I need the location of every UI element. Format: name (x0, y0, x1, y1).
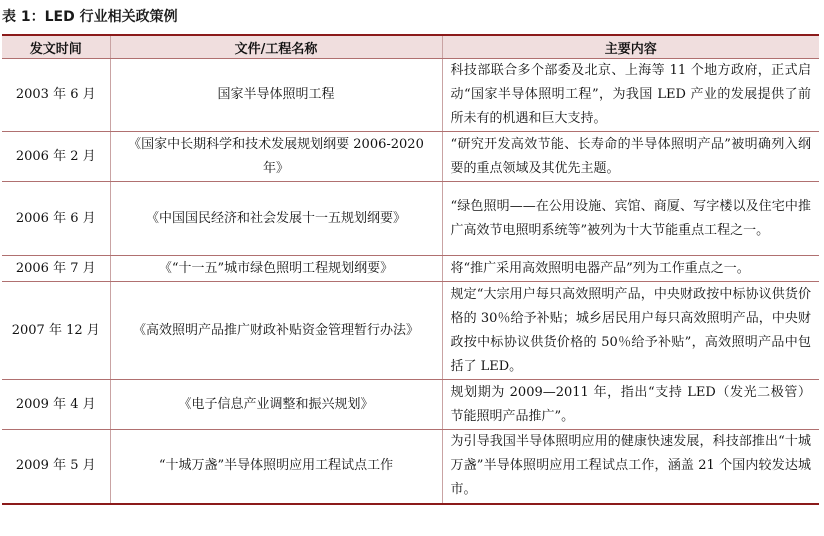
cell-document: 《中国国民经济和社会发展十一五规划纲要》 (110, 182, 442, 256)
cell-document: “十城万盏”半导体照明应用工程试点工作 (110, 430, 442, 504)
header-date: 发文时间 (2, 35, 110, 59)
cell-content: 科技部联合多个部委及北京、上海等 11 个地方政府，正式启动“国家半导体照明工程”，为我国 LED 产业的发展提供了前所未有的机遇和巨大支持。 (442, 59, 819, 132)
led-policy-table (2, 34, 819, 505)
table-row (2, 182, 819, 256)
header-content: 主要内容 (442, 35, 819, 59)
cell-content: 规定“大宗用户每只高效照明产品，中央财政按中标协议供货价格的 30％给予补贴；城乡居民用户每只高效照明产品，中央财政按中标协议供货价格的 50％给予补贴”，高效照明产品中包括了 LED。 (442, 282, 819, 380)
table-row (2, 282, 819, 380)
cell-document: 国家半导体照明工程 (110, 59, 442, 132)
header-document: 文件/工程名称 (110, 35, 442, 59)
cell-content: 规划期为 2009—2011 年，指出“支持 LED（发光二极管）节能照明产品推广”。 (442, 380, 819, 430)
cell-document: 《“十一五”城市绿色照明工程规划纲要》 (110, 256, 442, 282)
cell-content: “绿色照明——在公用设施、宾馆、商厦、写字楼以及住宅中推广高效节电照明系统等”被列为十大节能重点工程之一。 (442, 182, 819, 256)
table-row (2, 380, 819, 430)
cell-date: 2007 年 12 月 (2, 282, 110, 380)
table-row (2, 132, 819, 182)
table-caption: 表 1：LED 行业相关政策例 (2, 9, 178, 25)
cell-content: 将“推广采用高效照明电器产品”列为工作重点之一。 (442, 256, 819, 282)
cell-date: 2003 年 6 月 (2, 59, 110, 132)
cell-date: 2006 年 2 月 (2, 132, 110, 182)
table-header-row (2, 35, 819, 59)
cell-date: 2006 年 7 月 (2, 256, 110, 282)
cell-date: 2009 年 5 月 (2, 430, 110, 504)
cell-document: 《电子信息产业调整和振兴规划》 (110, 380, 442, 430)
cell-date: 2006 年 6 月 (2, 182, 110, 256)
cell-date: 2009 年 4 月 (2, 380, 110, 430)
cell-content: 为引导我国半导体照明应用的健康快速发展，科技部推出“十城万盏”半导体照明应用工程试点工作，涵盖 21 个国内较发达城市。 (442, 430, 819, 504)
cell-document: 《高效照明产品推广财政补贴资金管理暂行办法》 (110, 282, 442, 380)
table-row (2, 59, 819, 132)
table-row (2, 256, 819, 282)
cell-content: “研究开发高效节能、长寿命的半导体照明产品”被明确列入纲要的重点领域及其优先主题。 (442, 132, 819, 182)
table-row (2, 430, 819, 504)
cell-document: 《国家中长期科学和技术发展规划纲要 2006-2020 年》 (110, 132, 442, 182)
